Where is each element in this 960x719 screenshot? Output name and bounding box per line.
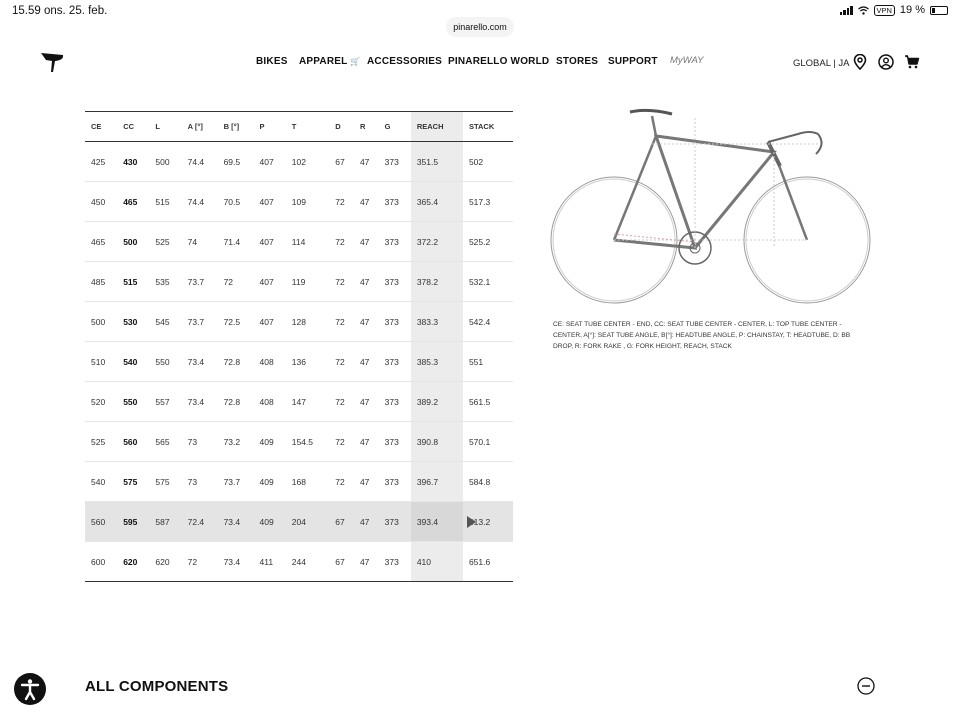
table-cell: 67	[329, 502, 354, 542]
table-cell: 373	[379, 142, 411, 182]
status-indicators	[840, 4, 949, 16]
table-cell: 383.3	[411, 302, 463, 342]
table-cell: 47	[354, 142, 379, 182]
table-cell: 72	[329, 462, 354, 502]
table-cell: 73.4	[218, 542, 254, 582]
table-cell: 373	[379, 382, 411, 422]
table-cell: 465	[117, 182, 149, 222]
table-cell: 72	[329, 382, 354, 422]
vpn-badge: VPN	[874, 5, 895, 16]
table-cell: 72.8	[218, 382, 254, 422]
table-cell: 561.5	[463, 382, 513, 422]
table-cell: 373	[379, 182, 411, 222]
table-cell: 407	[254, 262, 286, 302]
table-cell: 168	[286, 462, 330, 502]
table-cell: 389.2	[411, 382, 463, 422]
table-cell: 517.3	[463, 182, 513, 222]
table-cell: 393.4	[411, 502, 463, 542]
table-cell: 525.2	[463, 222, 513, 262]
table-cell: 73.2	[218, 422, 254, 462]
table-cell: 128	[286, 302, 330, 342]
table-cell: 485	[85, 262, 117, 302]
table-cell: 373	[379, 422, 411, 462]
table-cell: 560	[85, 502, 117, 542]
signal-icon	[840, 6, 853, 15]
table-cell: 465	[85, 222, 117, 262]
table-cell: 378.2	[411, 262, 463, 302]
table-row[interactable]	[85, 182, 513, 222]
table-cell: 408	[254, 382, 286, 422]
table-cell: 515	[149, 182, 181, 222]
table-cell: 407	[254, 142, 286, 182]
table-cell: 535	[149, 262, 181, 302]
table-row[interactable]	[85, 462, 513, 502]
table-cell: 74.4	[182, 142, 218, 182]
table-cell: 500	[117, 222, 149, 262]
table-cell: 154.5	[286, 422, 330, 462]
table-cell: 545	[149, 302, 181, 342]
column-header: STACK	[463, 112, 513, 142]
table-cell: 47	[354, 302, 379, 342]
table-cell: 102	[286, 142, 330, 182]
table-cell: 72	[329, 182, 354, 222]
table-cell: 136	[286, 342, 330, 382]
battery-percent: 19 %	[899, 4, 925, 16]
table-cell: 587	[149, 502, 181, 542]
nav-apparel[interactable]	[299, 56, 360, 67]
table-cell: 530	[117, 302, 149, 342]
table-cell: 73.4	[182, 342, 218, 382]
table-cell: 532.1	[463, 262, 513, 302]
table-cell: 47	[354, 422, 379, 462]
table-cell: 244	[286, 542, 330, 582]
table-header-row	[85, 112, 513, 142]
geometry-table	[85, 111, 513, 582]
table-row[interactable]	[85, 422, 513, 462]
nav-myway[interactable]: MyWAY	[670, 55, 704, 66]
table-row[interactable]	[85, 542, 513, 582]
table-cell: 411	[254, 542, 286, 582]
table-cell: 409	[254, 502, 286, 542]
table-cell: 373	[379, 302, 411, 342]
region-selector[interactable]: GLOBAL | JA	[793, 58, 850, 69]
table-cell: 551	[463, 342, 513, 382]
column-header: B [°]	[218, 112, 254, 142]
table-cell: 47	[354, 542, 379, 582]
table-cell: 47	[354, 382, 379, 422]
table-cell: 620	[117, 542, 149, 582]
column-header: P	[254, 112, 286, 142]
table-cell: 515	[117, 262, 149, 302]
table-row[interactable]	[85, 222, 513, 262]
table-cell: 550	[117, 382, 149, 422]
table-cell: 600	[85, 542, 117, 582]
wifi-icon	[858, 6, 869, 15]
column-header: D	[329, 112, 354, 142]
table-cell: 575	[149, 462, 181, 502]
table-cell: 560	[117, 422, 149, 462]
cart-icon[interactable]	[904, 54, 920, 70]
status-time: 15.59	[12, 5, 41, 17]
column-header: CE	[85, 112, 117, 142]
table-cell: 114	[286, 222, 330, 262]
table-cell: 73	[182, 422, 218, 462]
table-cell: 410	[411, 542, 463, 582]
table-cell: 72	[329, 422, 354, 462]
table-cell: 69.5	[218, 142, 254, 182]
column-header: R	[354, 112, 379, 142]
accessibility-button[interactable]	[14, 673, 46, 705]
table-cell: 73.7	[182, 302, 218, 342]
table-cell: 575	[117, 462, 149, 502]
table-cell: 525	[85, 422, 117, 462]
table-cell: 613.2	[463, 502, 513, 542]
table-cell: 365.4	[411, 182, 463, 222]
table-cell: 540	[85, 462, 117, 502]
table-row[interactable]	[85, 142, 513, 182]
table-cell: 72	[329, 302, 354, 342]
table-cell: 147	[286, 382, 330, 422]
nav-accessories[interactable]: ACCESSORIES	[367, 56, 442, 67]
column-header: T	[286, 112, 330, 142]
accessibility-icon	[14, 673, 46, 705]
battery-icon	[930, 6, 948, 15]
table-cell: 409	[254, 462, 286, 502]
bike-geometry-drawing	[548, 104, 878, 312]
section-title-all-components[interactable]: ALL COMPONENTS	[85, 678, 229, 695]
nav-bikes[interactable]: BIKES	[256, 56, 288, 67]
table-cell: 373	[379, 262, 411, 302]
nav-apparel-label: APPAREL	[299, 56, 348, 67]
table-cell: 373	[379, 462, 411, 502]
table-cell: 72.8	[218, 342, 254, 382]
table-cell: 620	[149, 542, 181, 582]
table-cell: 70.5	[218, 182, 254, 222]
table-cell: 502	[463, 142, 513, 182]
table-cell: 407	[254, 222, 286, 262]
table-row[interactable]	[85, 302, 513, 342]
table-cell: 430	[117, 142, 149, 182]
table-cell: 74	[182, 222, 218, 262]
nav-stores[interactable]: STORES	[556, 56, 599, 67]
table-cell: 408	[254, 342, 286, 382]
table-cell: 407	[254, 182, 286, 222]
table-cell: 595	[117, 502, 149, 542]
table-cell: 385.3	[411, 342, 463, 382]
table-cell: 71.4	[218, 222, 254, 262]
table-row[interactable]	[85, 262, 513, 302]
table-cell: 407	[254, 302, 286, 342]
table-cell: 510	[85, 342, 117, 382]
table-cell: 550	[149, 342, 181, 382]
pointer-cursor-icon	[467, 516, 476, 528]
table-cell: 425	[85, 142, 117, 182]
table-cell: 500	[85, 302, 117, 342]
table-cell: 72	[218, 262, 254, 302]
column-header: REACH	[411, 112, 463, 142]
table-cell: 47	[354, 502, 379, 542]
collapse-minus-icon[interactable]	[857, 677, 875, 695]
table-cell: 540	[117, 342, 149, 382]
table-cell: 73.7	[182, 262, 218, 302]
table-cell: 73.4	[182, 382, 218, 422]
location-icon[interactable]	[852, 54, 868, 70]
table-cell: 373	[379, 222, 411, 262]
table-cell: 520	[85, 382, 117, 422]
address-bar[interactable]: pinarello.com	[446, 17, 514, 37]
table-cell: 74.4	[182, 182, 218, 222]
table-cell: 373	[379, 542, 411, 582]
status-date: ons. 25. feb.	[44, 5, 108, 17]
table-cell: 47	[354, 222, 379, 262]
table-cell: 47	[354, 182, 379, 222]
table-cell: 450	[85, 182, 117, 222]
cart-small-icon: 🛒	[350, 57, 361, 66]
nav-support[interactable]: SUPPORT	[608, 56, 658, 67]
column-header: A [°]	[182, 112, 218, 142]
table-row[interactable]	[85, 502, 513, 542]
table-cell: 47	[354, 342, 379, 382]
table-cell: 390.8	[411, 422, 463, 462]
table-cell: 351.5	[411, 142, 463, 182]
column-header: G	[379, 112, 411, 142]
table-cell: 67	[329, 142, 354, 182]
table-cell: 500	[149, 142, 181, 182]
table-cell: 373	[379, 502, 411, 542]
table-cell: 396.7	[411, 462, 463, 502]
table-cell: 409	[254, 422, 286, 462]
column-header: L	[149, 112, 181, 142]
table-cell: 542.4	[463, 302, 513, 342]
geometry-legend: CE: SEAT TUBE CENTER - END, CC: SEAT TUBE CENTER - CENTER, L: TOP TUBE CENTER - CENTER, A[°]: SEAT TUBE ANGLE, B[°]: HEADTUBE ANGLE, P: CHAINSTAY, T: HEADTUBE, D: BB DROP, R: FORK RAKE , G: FORK HEIGHT, REACH, STACK	[553, 321, 851, 350]
table-cell: 72	[182, 542, 218, 582]
table-cell: 72	[329, 342, 354, 382]
table-row[interactable]	[85, 382, 513, 422]
table-cell: 372.2	[411, 222, 463, 262]
table-cell: 204	[286, 502, 330, 542]
table-cell: 67	[329, 542, 354, 582]
table-cell: 73	[182, 462, 218, 502]
nav-pinarello-world[interactable]: PINARELLO WORLD	[448, 56, 550, 67]
table-cell: 73.7	[218, 462, 254, 502]
table-cell: 525	[149, 222, 181, 262]
table-cell: 373	[379, 342, 411, 382]
table-cell: 651.6	[463, 542, 513, 582]
table-cell: 72	[329, 262, 354, 302]
table-cell: 47	[354, 262, 379, 302]
table-cell: 72.5	[218, 302, 254, 342]
table-cell: 565	[149, 422, 181, 462]
table-cell: 109	[286, 182, 330, 222]
table-cell: 557	[149, 382, 181, 422]
account-icon[interactable]	[878, 54, 894, 70]
table-cell: 73.4	[218, 502, 254, 542]
table-cell: 72.4	[182, 502, 218, 542]
column-header: CC	[117, 112, 149, 142]
table-cell: 584.8	[463, 462, 513, 502]
table-row[interactable]	[85, 342, 513, 382]
table-cell: 72	[329, 222, 354, 262]
table-cell: 47	[354, 462, 379, 502]
table-cell: 119	[286, 262, 330, 302]
table-cell: 570.1	[463, 422, 513, 462]
